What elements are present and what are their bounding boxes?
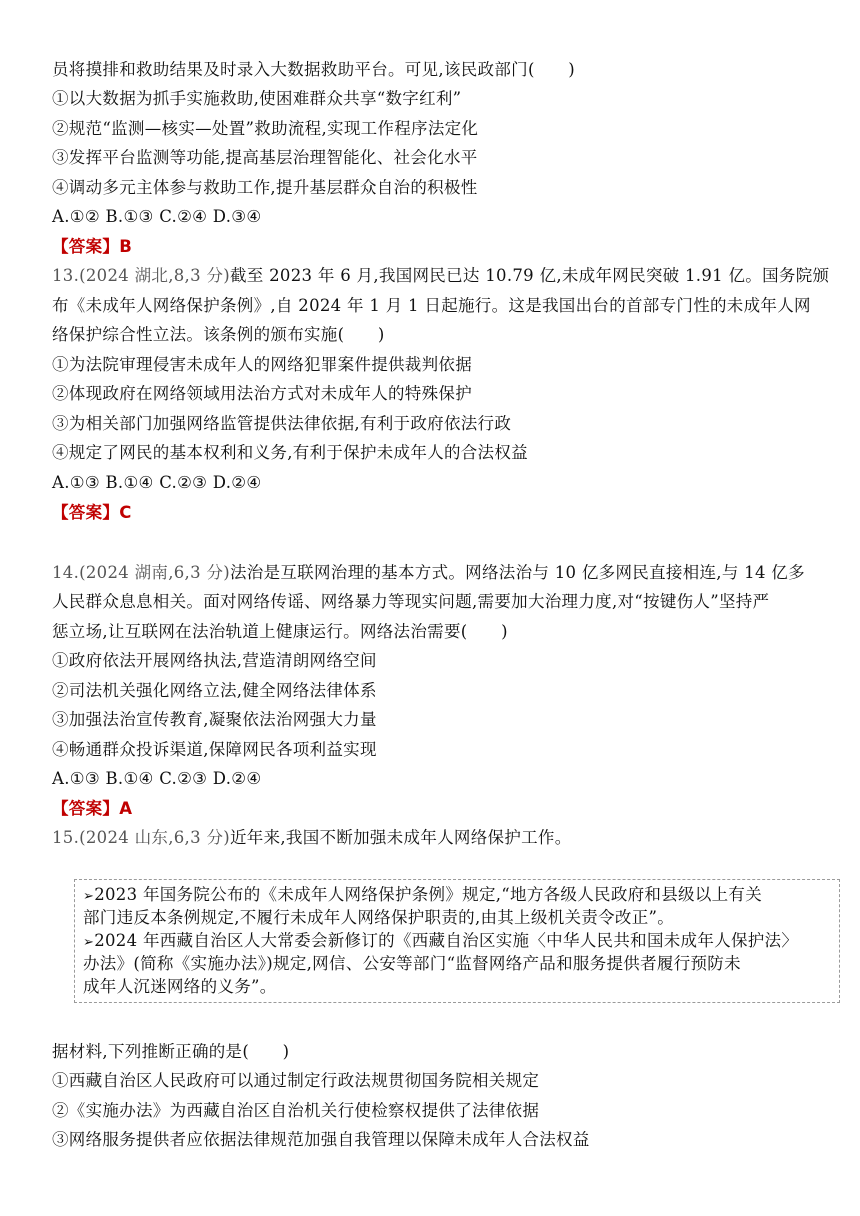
q14-stem-text: 法治是互联网治理的基本方式。网络法治与 10 亿多网民直接相连,与 14 亿多: [229, 563, 805, 582]
answer-value: B: [119, 237, 133, 256]
q13-stem-line-1: [52, 265, 829, 287]
material-text: 2024 年西藏自治区人大常委会新修订的《西藏自治区实施〈中华人民共和国未成年人保护法〉: [94, 931, 799, 950]
q12-choices: A.①② B.①③ C.②④ D.③④: [52, 207, 262, 226]
q14-option-1: ①政府依法开展网络执法,营造清朗网络空间: [52, 651, 377, 670]
q13-source: 13.(2024 湖北,8,3 分): [52, 266, 230, 285]
answer-label: 【答案】: [52, 799, 120, 818]
q15-option-1: ①西藏自治区人民政府可以通过制定行政法规贯彻国务院相关规定: [52, 1071, 540, 1090]
q14-option-4: ④畅通群众投诉渠道,保障网民各项利益实现: [52, 740, 377, 759]
q15-stem-line-1: [52, 827, 572, 849]
q15-prompt: 据材料,下列推断正确的是( ): [52, 1042, 290, 1061]
q14-stem-line-3: 惩立场,让互联网在法治轨道上健康运行。网络法治需要( ): [52, 622, 508, 641]
q15-option-3: ③网络服务提供者应依据法律规范加强自我管理以保障未成年人合法权益: [52, 1130, 590, 1149]
q13-stem-line-2: 布《未成年人网络保护条例》,自 2024 年 1 月 1 日起施行。这是我国出台的首部专门性的未成年人网: [52, 296, 811, 315]
q14-option-3: ③加强法治宣传教育,凝聚依法治网强大力量: [52, 710, 377, 729]
q13-option-2: ②体现政府在网络领域用法治方式对未成年人的特殊保护: [52, 384, 472, 403]
q14-stem-line-1: [52, 562, 805, 584]
q14-source: 14.(2024 湖南,6,3 分): [52, 563, 230, 582]
q15-option-2: ②《实施办法》为西藏自治区自治机关行使检察权提供了法律依据: [52, 1101, 540, 1120]
q13-stem-line-3: 络保护综合性立法。该条例的颁布实施( ): [52, 325, 385, 344]
q12-option-1: ①以大数据为抓手实施救助,使困难群众共享“数字红利”: [52, 89, 462, 108]
q14-answer: [52, 798, 132, 820]
q12-option-4: ④调动多元主体参与救助工作,提升基层群众自治的积极性: [52, 178, 478, 197]
answer-label: 【答案】: [52, 237, 120, 256]
material-text: 2023 年国务院公布的《未成年人网络保护条例》规定,“地方各级人民政府和县级以上有关: [94, 885, 763, 904]
material-line-2: 部门违反本条例规定,不履行未成年人网络保护职责的,由其上级机关责令改正”。: [83, 908, 675, 927]
q12-stem-tail: 员将摸排和救助结果及时录入大数据救助平台。可见,该民政部门( ): [52, 60, 576, 79]
q13-option-1: ①为法院审理侵害未成年人的网络犯罪案件提供裁判依据: [52, 355, 472, 374]
q13-option-3: ③为相关部门加强网络监管提供法律依据,有利于政府依法行政: [52, 414, 512, 433]
arrow-bullet-icon: ➢: [83, 889, 95, 904]
q13-stem-text: 截至 2023 年 6 月,我国网民已达 10.79 亿,未成年网民突破 1.91 亿。国务院颁: [229, 266, 830, 285]
material-line-5: 成年人沉迷网络的义务”。: [83, 977, 277, 996]
q12-answer: [52, 236, 132, 258]
answer-label: 【答案】: [52, 503, 120, 522]
q12-option-3: ③发挥平台监测等功能,提高基层治理智能化、社会化水平: [52, 148, 478, 167]
q14-option-2: ②司法机关强化网络立法,健全网络法律体系: [52, 681, 377, 700]
material-line-1: [83, 884, 762, 908]
q15-material-box: [74, 879, 840, 1003]
arrow-bullet-icon: ➢: [83, 935, 95, 950]
q15-stem-text: 近年来,我国不断加强未成年人网络保护工作。: [229, 828, 572, 847]
q14-stem-line-2: 人民群众息息相关。面对网络传谣、网络暴力等现实问题,需要加大治理力度,对“按键伤人”坚持严: [52, 592, 770, 611]
q12-option-2: ②规范“监测—核实—处置”救助流程,实现工作程序法定化: [52, 119, 479, 138]
q13-answer: [52, 502, 132, 524]
q15-source: 15.(2024 山东,6,3 分): [52, 828, 230, 847]
answer-value: A: [119, 799, 133, 818]
answer-value: C: [119, 503, 132, 522]
material-line-3: [83, 930, 798, 954]
q13-option-4: ④规定了网民的基本权利和义务,有利于保护未成年人的合法权益: [52, 443, 528, 462]
q14-choices: A.①③ B.①④ C.②③ D.②④: [52, 769, 262, 788]
q13-choices: A.①③ B.①④ C.②③ D.②④: [52, 473, 262, 492]
material-line-4: 办法》(简称《实施办法》)规定,网信、公安等部门“监督网络产品和服务提供者履行预防未: [83, 954, 741, 973]
